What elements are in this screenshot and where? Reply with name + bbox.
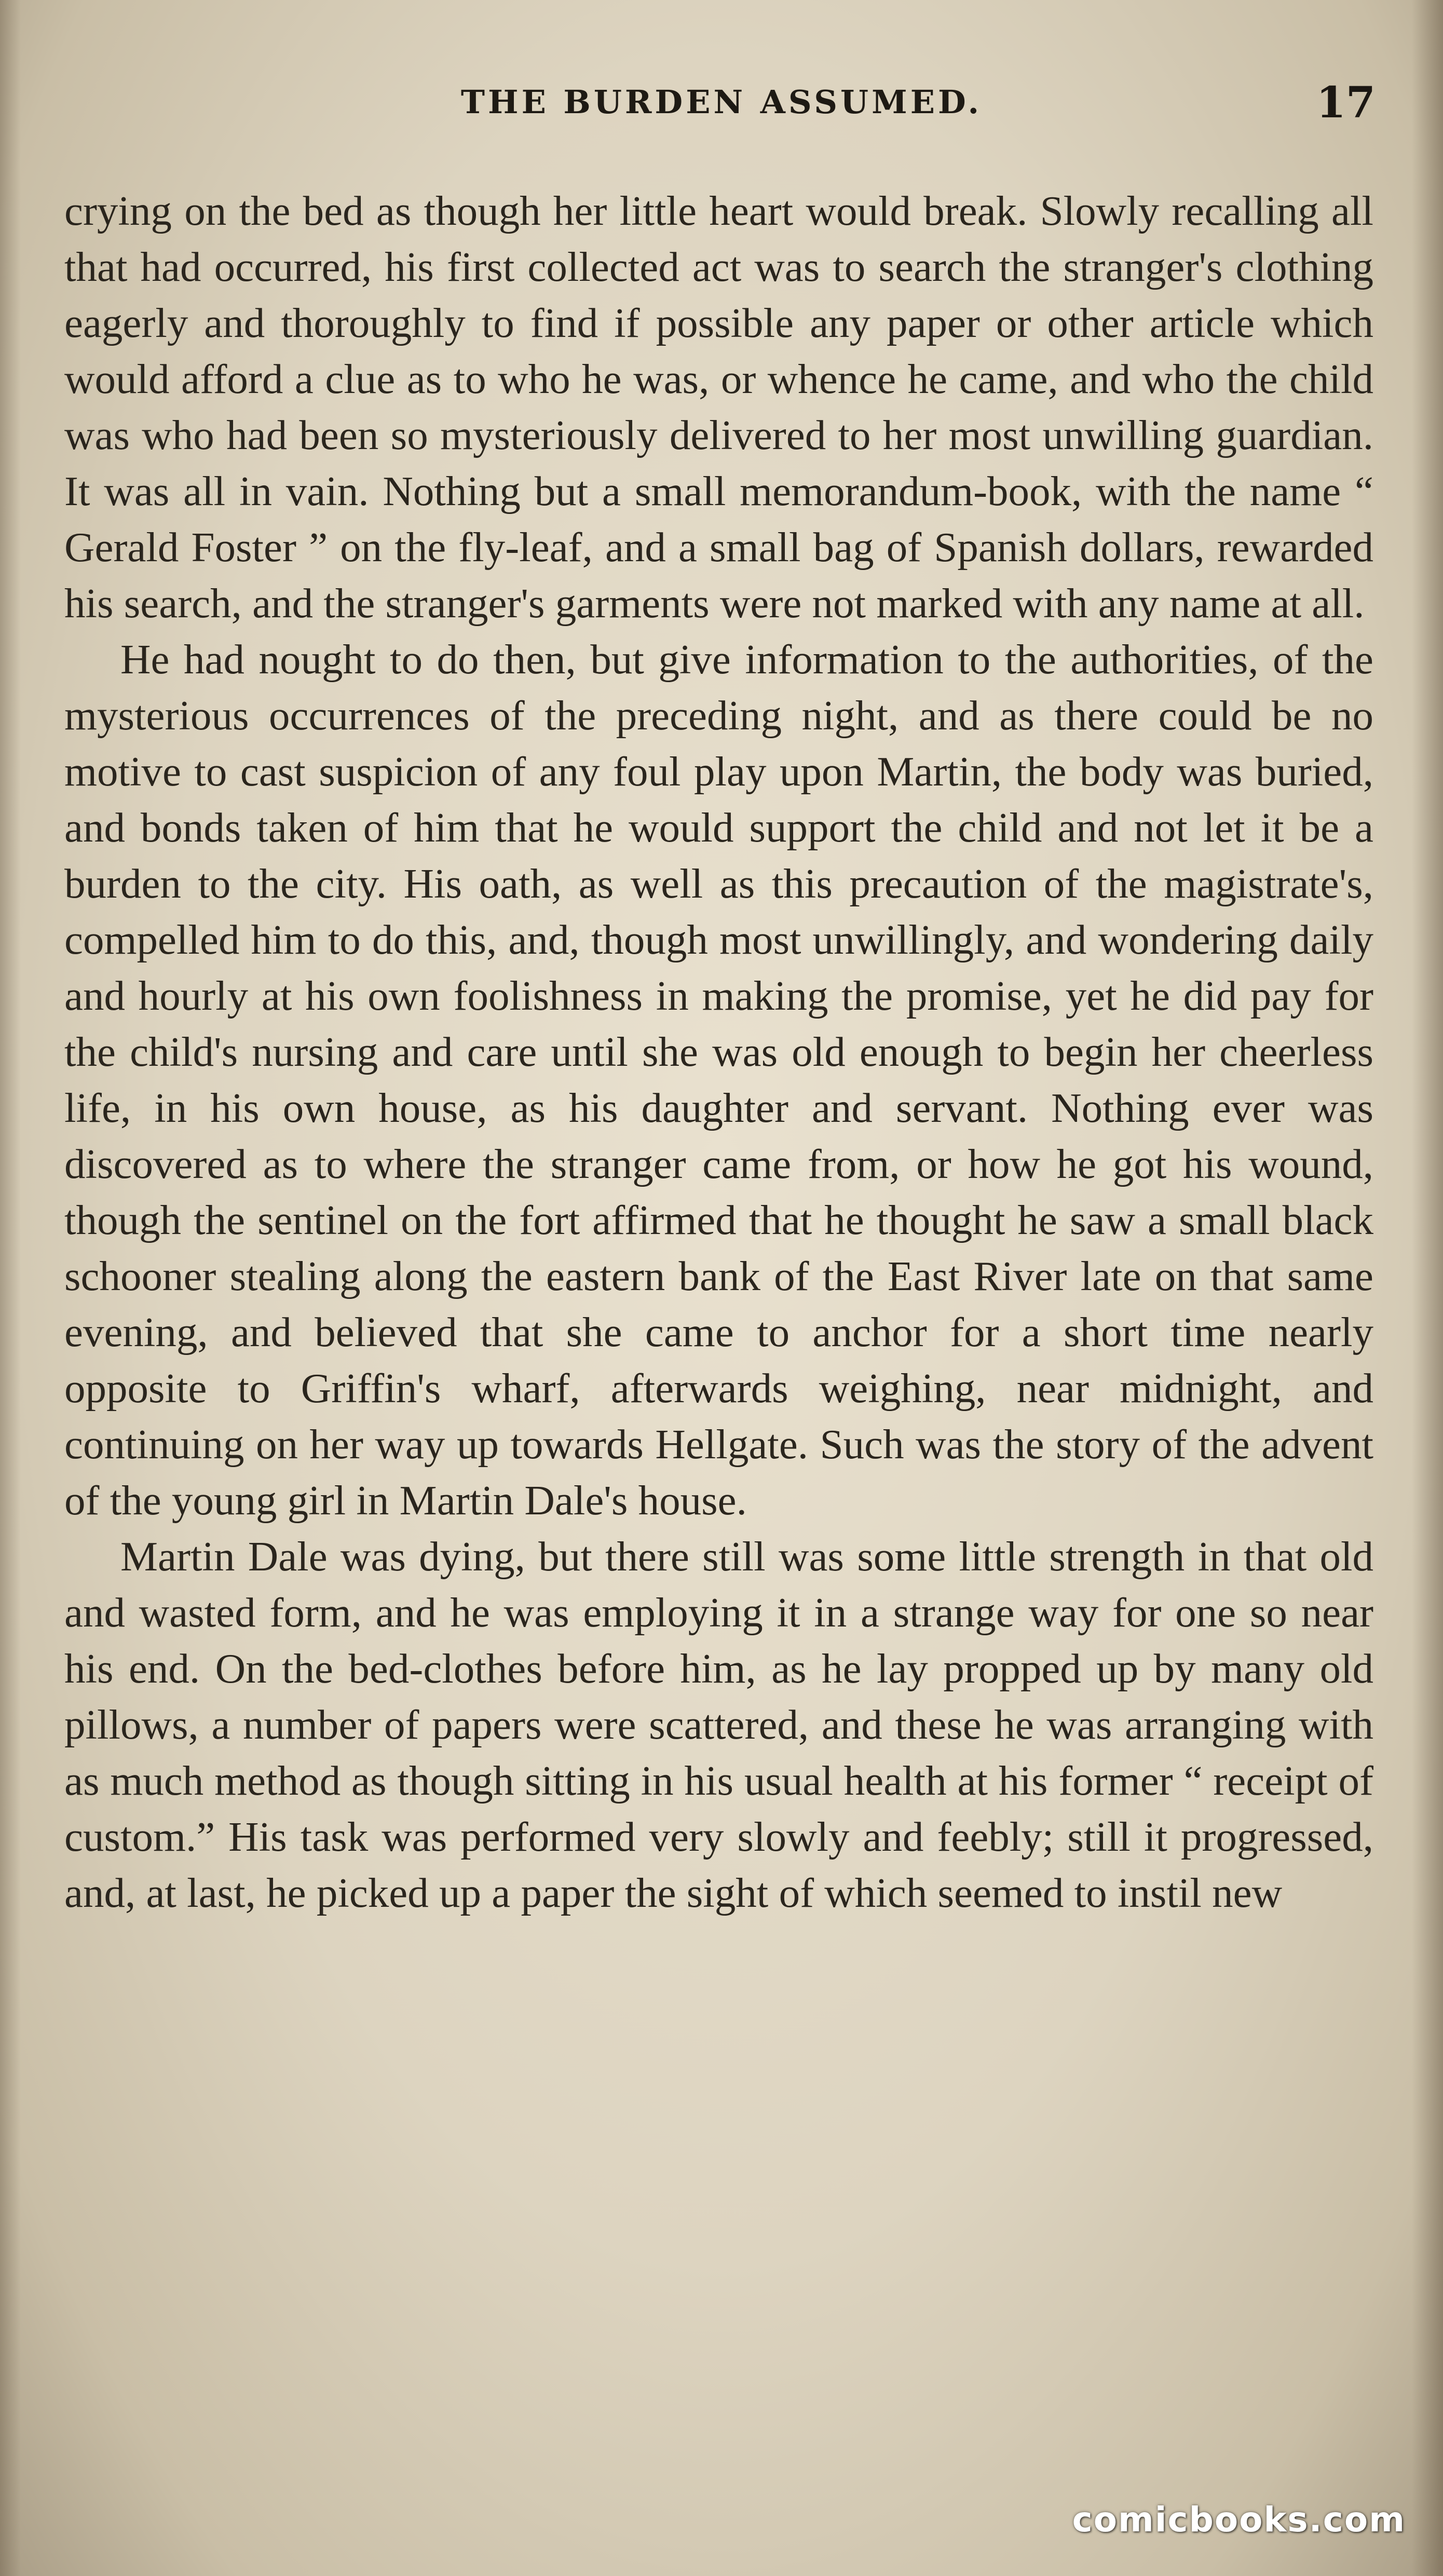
paragraph-continued: crying on the bed as though her little heart would break. Slowly recalling all that had occurred, his first collected act was to search the stranger's clothing eagerly and thoroughly to find if possible any paper or other article which would afford a clue as to who he was, or whence he came, and who the child was who had been so mysteriously delivered to her most unwilling guardian. It was all in vain. Nothing but a small memorandum-book, with the name “ Gerald Foster ” on the fly-leaf, and a small bag of Spanish dollars, rewarded his search, and the stranger's garments were not marked with any name at all.	[64, 187, 1373, 627]
body-text	[64, 183, 1373, 1921]
watermark: comicbooks.com	[1072, 2500, 1406, 2540]
paragraph: Martin Dale was dying, but there still was some little strength in that old and wasted form, and he was employing it in a strange way for one so near his end. On the bed-clothes before him, as he lay propped up by many old pillows, a number of papers were scattered, and these he was arranging with as much method as though sitting in his usual health at his former “ receipt of custom.” His task was performed very slowly and feebly; still it progressed, and, at last, he picked up a paper the sight of which seemed to instil new	[64, 1533, 1373, 1916]
running-title: THE BURDEN ASSUMED.	[460, 83, 983, 121]
page-header	[67, 78, 1376, 135]
page-edge-shadow-right	[1412, 0, 1443, 2576]
page-edge-shadow-left	[0, 0, 21, 2576]
paragraph: He had nought to do then, but give information to the authorities, of the mysterious occurrences of the preceding night, and as there could be no motive to cast suspicion of any foul play upon Martin, the body was buried, and bonds taken of him that he would support the child and not let it be a burden to the city. His oath, as well as this precaution of the magistrate's, compelled him to do this, and, though most unwillingly, and wondering daily and hourly at his own foolishness in making the promise, yet he did pay for the child's nursing and care until she was old enough to begin her cheerless life, in his own house, as his daughter and servant. Nothing ever was discovered as to where the stranger came from, or how he got his wound, though the sentinel on the fort affirmed that he thought he saw a small black schooner stealing along the eastern bank of the East River late on that same evening, and believed that she came to anchor for a short time nearly opposite to Griffin's wharf, afterwards weighing, near midnight, and continuing on her way up towards Hellgate. Such was the story of the advent of the young girl in Martin Dale's house.	[64, 636, 1373, 1524]
page-number: 17	[1316, 78, 1376, 128]
